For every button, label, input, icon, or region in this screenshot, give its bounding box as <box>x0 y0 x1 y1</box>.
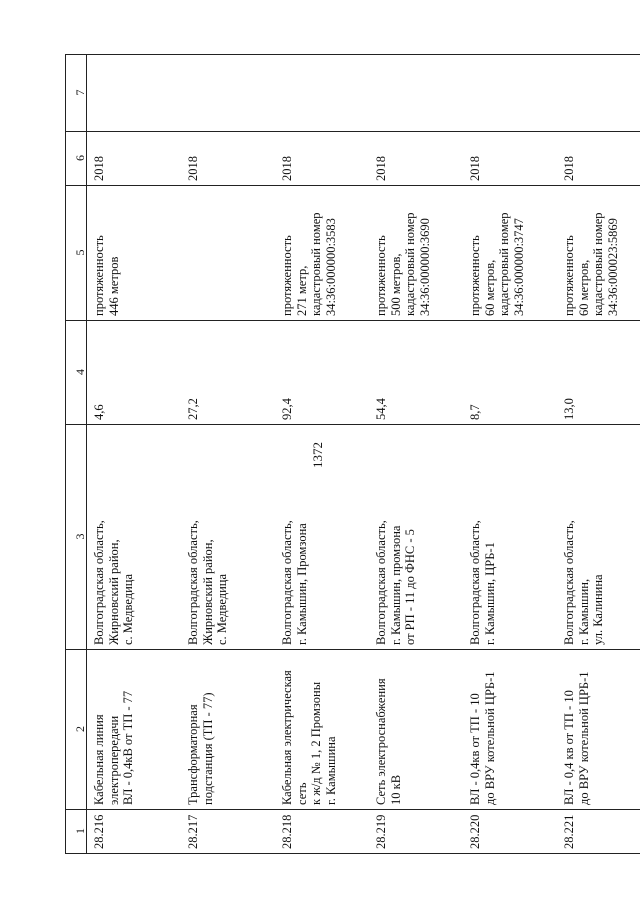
object-characteristics-line: 60 метров, <box>576 259 591 316</box>
object-name-line: Трансформаторная <box>186 704 200 805</box>
object-value: 27,2 <box>181 320 275 424</box>
object-name <box>87 649 181 809</box>
object-characteristics-line: кадастровый номер <box>497 212 511 316</box>
object-address-line: г. Камышин, <box>576 578 591 645</box>
object-characteristics <box>275 185 369 320</box>
object-note <box>369 55 463 131</box>
row-number: 28.219 <box>369 809 463 853</box>
object-characteristics <box>463 185 557 320</box>
object-name-line: г. Камышина <box>323 736 338 805</box>
object-address-line: Волгоградская область, <box>562 520 576 645</box>
object-name-line: до ВРУ котельной ЦРБ-1 <box>482 671 497 805</box>
object-characteristics-line: 34:36:000000:3690 <box>417 218 432 316</box>
object-characteristics-line: протяженность <box>92 235 106 316</box>
object-name-line: ВЛ - 0,4кВ от ТП - 77 <box>121 690 135 805</box>
object-characteristics-line: кадастровый номер <box>403 212 417 316</box>
object-name-line: Сеть электроснабжения <box>374 678 388 805</box>
object-characteristics-line: 60 метров, <box>482 259 497 316</box>
object-address <box>557 424 640 649</box>
object-year: 2018 <box>275 131 369 185</box>
object-characteristics-line: 500 метров, <box>388 253 403 316</box>
object-address-line: Волгоградская область, <box>374 520 388 645</box>
header-col-7: 7 <box>73 89 87 96</box>
object-characteristics <box>557 185 640 320</box>
object-address-line: г. Камышин, Промзона <box>294 523 309 645</box>
object-name <box>181 649 275 809</box>
table-row <box>557 55 640 853</box>
object-address-line: ул. Калинина <box>591 574 605 645</box>
object-value: 13,0 <box>557 320 640 424</box>
object-characteristics-line: протяженность <box>468 235 482 316</box>
table-row <box>463 55 557 853</box>
object-address-line: Волгоградская область, <box>186 520 200 645</box>
object-name-line: Кабельная электрическая <box>280 670 294 805</box>
object-name-line: сеть <box>294 782 309 805</box>
page-number: 1372 <box>310 442 325 468</box>
object-characteristics <box>181 185 275 320</box>
row-number: 28.218 <box>275 809 369 853</box>
header-col-6: 6 <box>66 131 86 185</box>
object-note <box>87 55 181 131</box>
header-col-1: 1 <box>66 809 86 853</box>
object-note <box>557 55 640 131</box>
object-address-line: с. Медведица <box>215 574 229 645</box>
object-address-line: г. Камышин, ЦРБ-1 <box>482 542 497 645</box>
object-year: 2018 <box>463 131 557 185</box>
object-address-line: Волгоградская область, <box>92 520 106 645</box>
object-value: 54,4 <box>369 320 463 424</box>
header-col-3: 3 <box>66 424 86 649</box>
object-address-line: Волгоградская область, <box>468 520 482 645</box>
row-number: 28.216 <box>87 809 181 853</box>
header-col-2: 2 <box>66 649 86 809</box>
object-name <box>463 649 557 809</box>
object-address-line: Жирновский район, <box>106 539 121 645</box>
object-name <box>557 649 640 809</box>
object-characteristics-line: 34:36:000000:3583 <box>323 218 338 316</box>
object-name-line: ВЛ - 0,4 кв от ТП - 10 <box>562 690 576 805</box>
object-address <box>369 424 463 649</box>
header-col-5: 5 <box>66 185 86 320</box>
object-characteristics <box>369 185 463 320</box>
table-row <box>275 55 369 853</box>
property-table <box>65 54 640 854</box>
header-col-4: 4 <box>66 320 86 424</box>
object-characteristics-line: протяженность <box>374 235 388 316</box>
object-address-line: с. Медведица <box>121 574 135 645</box>
object-address-line: Жирновский район, <box>200 539 215 645</box>
object-characteristics-line: протяженность <box>280 235 294 316</box>
object-year: 2018 <box>557 131 640 185</box>
object-address-line: Волгоградская область, <box>280 520 294 645</box>
object-value: 8,7 <box>463 320 557 424</box>
row-number: 28.220 <box>463 809 557 853</box>
object-note <box>181 55 275 131</box>
object-name-line: Кабельная линия <box>92 714 106 805</box>
object-address <box>275 424 369 649</box>
object-characteristics-line: протяженность <box>562 235 576 316</box>
object-note <box>275 55 369 131</box>
table-body <box>87 55 640 853</box>
object-name <box>369 649 463 809</box>
object-note <box>463 55 557 131</box>
object-name-line: подстанция (ТП - 77) <box>200 692 215 805</box>
object-characteristics-line: кадастровый номер <box>309 212 323 316</box>
row-number: 28.217 <box>181 809 275 853</box>
object-value: 92,4 <box>275 320 369 424</box>
object-year: 2018 <box>87 131 181 185</box>
object-characteristics-line: кадастровый номер <box>591 212 605 316</box>
object-name-line: до ВРУ котельной ЦРБ-1 <box>576 671 591 805</box>
row-number: 28.221 <box>557 809 640 853</box>
object-characteristics-line: 446 метров <box>106 256 121 316</box>
table-header <box>66 55 87 853</box>
object-address <box>87 424 181 649</box>
object-name-line: электропередачи <box>106 715 121 805</box>
object-address <box>181 424 275 649</box>
object-value: 4,6 <box>87 320 181 424</box>
object-name-line: 10 кВ <box>388 774 403 805</box>
object-characteristics <box>87 185 181 320</box>
object-address-line: от РП - 11 до ФНС - 5 <box>403 529 417 645</box>
object-characteristics-line: 34:36:000000:3747 <box>511 218 526 316</box>
object-name-line: ВЛ - 0,4кв от ТП - 10 <box>468 693 482 805</box>
object-address-line: г. Камышин, промзона <box>388 525 403 645</box>
object-name-line: к ж/д № 1, 2 Промзоны <box>309 681 323 805</box>
object-characteristics-line: 34:36:000023:5869 <box>605 218 620 316</box>
object-characteristics-line: 271 метр, <box>294 265 309 316</box>
table-row <box>181 55 275 853</box>
object-year: 2018 <box>369 131 463 185</box>
object-address <box>463 424 557 649</box>
table-row <box>369 55 463 853</box>
object-year: 2018 <box>181 131 275 185</box>
table-row <box>87 55 181 853</box>
object-name <box>275 649 369 809</box>
